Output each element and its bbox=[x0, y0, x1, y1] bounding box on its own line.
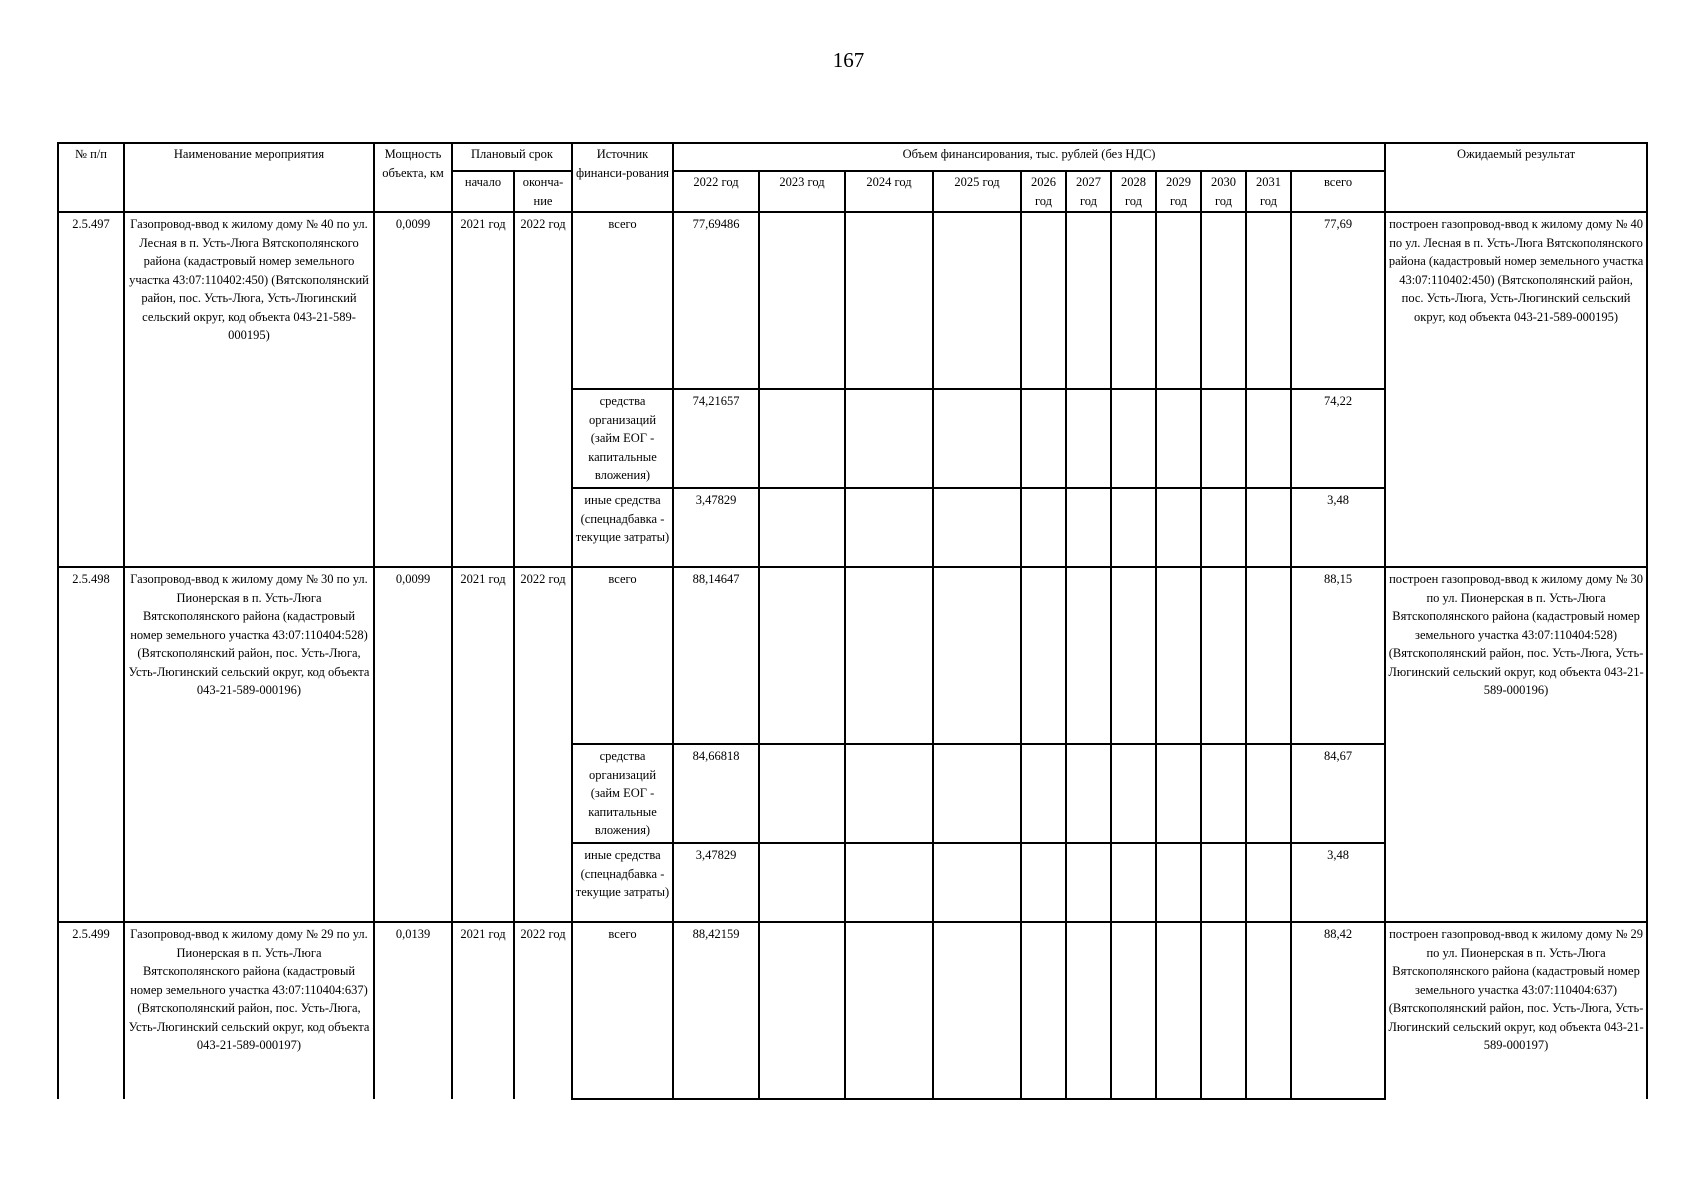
header-result: Ожидаемый результат bbox=[1385, 143, 1647, 212]
source-label: иные средства (спецнадбавка - текущие затраты) bbox=[572, 843, 673, 922]
header-year-2030: 2030 год bbox=[1201, 171, 1246, 212]
header-start: начало bbox=[452, 171, 514, 212]
value-total: 88,15 bbox=[1291, 567, 1385, 744]
value-2022: 88,42159 bbox=[673, 922, 759, 1099]
value-2022: 84,66818 bbox=[673, 744, 759, 843]
row-name: Газопровод-ввод к жилому дому № 40 по ул. Лесная в п. Усть-Люга Вятскополянского района (кадастровый номер земельного участка 43:07:110402:450) (Вятскополянский район, пос. Усть-Люга, Усть-Люгинский сельский округ, код объекта 043-21-589-000195) bbox=[124, 212, 374, 567]
row-start: 2021 год bbox=[452, 567, 514, 922]
value-2022: 77,69486 bbox=[673, 212, 759, 389]
table-row bbox=[58, 922, 1647, 1099]
row-num: 2.5.498 bbox=[58, 567, 124, 922]
row-start: 2021 год bbox=[452, 922, 514, 1099]
header-year-2026: 2026 год bbox=[1021, 171, 1066, 212]
header-source: Источник финанси-рования bbox=[572, 143, 673, 212]
header-capacity: Мощность объекта, км bbox=[374, 143, 452, 212]
header-year-2023: 2023 год bbox=[759, 171, 845, 212]
source-label: всего bbox=[572, 567, 673, 744]
header-funding: Объем финансирования, тыс. рублей (без НДС) bbox=[673, 143, 1385, 171]
source-label: иные средства (спецнадбавка - текущие затраты) bbox=[572, 488, 673, 567]
row-result: построен газопровод-ввод к жилому дому № 40 по ул. Лесная в п. Усть-Люга Вятскополянского района (кадастровый номер земельного участка 43:07:110402:450) (Вятскополянский район, пос. Усть-Люга, Усть-Люгинский сельский округ, код объекта 043-21-589-000195) bbox=[1385, 212, 1647, 567]
value-total: 84,67 bbox=[1291, 744, 1385, 843]
row-end: 2022 год bbox=[514, 212, 572, 567]
row-num: 2.5.497 bbox=[58, 212, 124, 567]
row-result: построен газопровод-ввод к жилому дому № 30 по ул. Пионерская в п. Усть-Люга Вятскополянского района (кадастровый номер земельного участка 43:07:110404:528) (Вятскополянский район, пос. Усть-Люга, Усть-Люгинский сельский округ, код объекта 043-21-589-000196) bbox=[1385, 567, 1647, 922]
source-label: всего bbox=[572, 922, 673, 1099]
row-name: Газопровод-ввод к жилому дому № 29 по ул. Пионерская в п. Усть-Люга Вятскополянского района (кадастровый номер земельного участка 43:07:110404:637) (Вятскополянский район, пос. Усть-Люга, Усть-Люгинский сельский округ, код объекта 043-21-589-000197) bbox=[124, 922, 374, 1099]
value-total: 74,22 bbox=[1291, 389, 1385, 488]
row-capacity: 0,0099 bbox=[374, 567, 452, 922]
header-year-2031: 2031 год bbox=[1246, 171, 1291, 212]
row-end: 2022 год bbox=[514, 567, 572, 922]
table-row bbox=[58, 212, 1647, 389]
financing-table bbox=[57, 142, 1648, 1100]
row-end: 2022 год bbox=[514, 922, 572, 1099]
row-capacity: 0,0099 bbox=[374, 212, 452, 567]
value-2022: 3,47829 bbox=[673, 843, 759, 922]
row-result: построен газопровод-ввод к жилому дому № 29 по ул. Пионерская в п. Усть-Люга Вятскополянского района (кадастровый номер земельного участка 43:07:110404:637) (Вятскополянский район, пос. Усть-Люга, Усть-Люгинский сельский округ, код объекта 043-21-589-000197) bbox=[1385, 922, 1647, 1099]
value-2022: 3,47829 bbox=[673, 488, 759, 567]
row-name: Газопровод-ввод к жилому дому № 30 по ул. Пионерская в п. Усть-Люга Вятскополянского района (кадастровый номер земельного участка 43:07:110404:528) (Вятскополянский район, пос. Усть-Люга, Усть-Люгинский сельский округ, код объекта 043-21-589-000196) bbox=[124, 567, 374, 922]
header-year-2027: 2027 год bbox=[1066, 171, 1111, 212]
row-start: 2021 год bbox=[452, 212, 514, 567]
source-label: средства организаций (займ ЕОГ - капитальные вложения) bbox=[572, 744, 673, 843]
value-total: 77,69 bbox=[1291, 212, 1385, 389]
source-label: средства организаций (займ ЕОГ - капитальные вложения) bbox=[572, 389, 673, 488]
header-period: Плановый срок bbox=[452, 143, 572, 171]
header-num: № п/п bbox=[58, 143, 124, 212]
header-year-2028: 2028 год bbox=[1111, 171, 1156, 212]
value-2022: 74,21657 bbox=[673, 389, 759, 488]
header-year-2029: 2029 год bbox=[1156, 171, 1201, 212]
value-total: 3,48 bbox=[1291, 843, 1385, 922]
header-year-2024: 2024 год bbox=[845, 171, 933, 212]
value-total: 3,48 bbox=[1291, 488, 1385, 567]
value-2022: 88,14647 bbox=[673, 567, 759, 744]
header-year-2022: 2022 год bbox=[673, 171, 759, 212]
header-end: оконча-ние bbox=[514, 171, 572, 212]
row-capacity: 0,0139 bbox=[374, 922, 452, 1099]
source-label: всего bbox=[572, 212, 673, 389]
row-num: 2.5.499 bbox=[58, 922, 124, 1099]
page-number: 167 bbox=[832, 48, 865, 72]
value-total: 88,42 bbox=[1291, 922, 1385, 1099]
header-year-2025: 2025 год bbox=[933, 171, 1021, 212]
table-row bbox=[58, 567, 1647, 744]
header-name: Наименование мероприятия bbox=[124, 143, 374, 212]
header-total: всего bbox=[1291, 171, 1385, 212]
